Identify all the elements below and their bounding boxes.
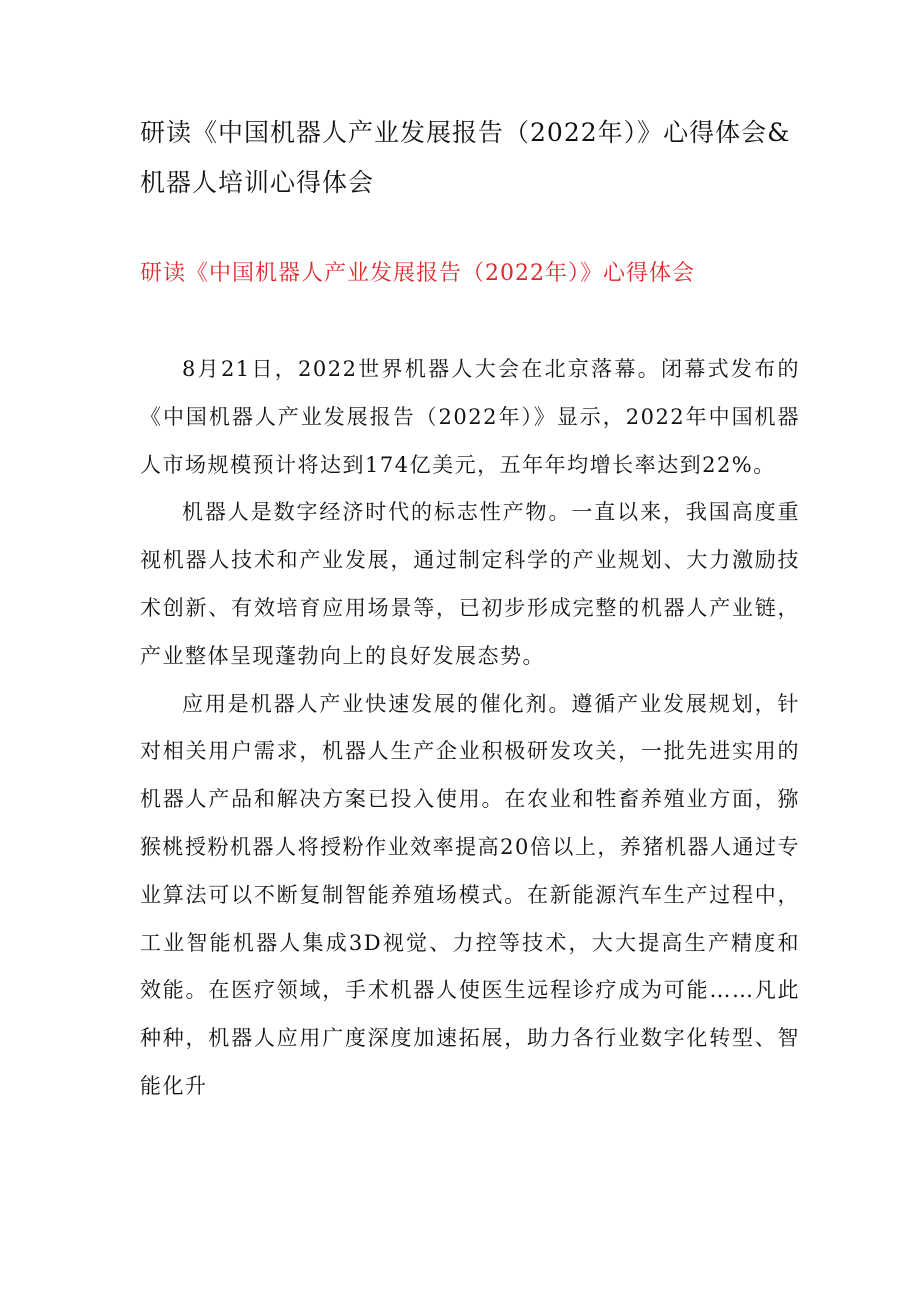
document-title: 研读《中国机器人产业发展报告（2022年）》心得体会&机器人培训心得体会 xyxy=(140,118,791,197)
paragraph-1: 8月21日，2022世界机器人大会在北京落幕。闭幕式发布的《中国机器人产业发展报告（2022年）》显示，2022年中国机器人市场规模预计将达到174亿美元，五年年均增长率达到22%。 xyxy=(140,357,800,477)
paragraph-2: 机器人是数字经济时代的标志性产物。一直以来，我国高度重视机器人技术和产业发展，通过制定科学的产业规划、大力激励技术创新、有效培育应用场景等，已初步形成完整的机器人产业链，产业整体呈现蓬勃向上的良好发展态势。 xyxy=(140,500,800,668)
article-body xyxy=(140,346,800,1111)
section-title: 研读《中国机器人产业发展报告（2022年）》心得体会 xyxy=(140,261,695,286)
paragraph-3: 应用是机器人产业快速发展的催化剂。遵循产业发展规划，针对相关用户需求，机器人生产企业积极研发攻关，一批先进实用的机器人产品和解决方案已投入使用。在农业和牲畜养殖业方面，猕猴桃授粉机器人将授粉作业效率提高20倍以上，养猪机器人通过专业算法可以不断复制智能养殖场模式。在新能源汽车生产过程中，工业智能机器人集成3D视觉、力控等技术，大大提高生产精度和效能。在医疗领域，手术机器人使医生远程诊疗成为可能……凡此种种，机器人应用广度深度加速拓展，助力各行业数字化转型、智能化升 xyxy=(140,691,800,1098)
